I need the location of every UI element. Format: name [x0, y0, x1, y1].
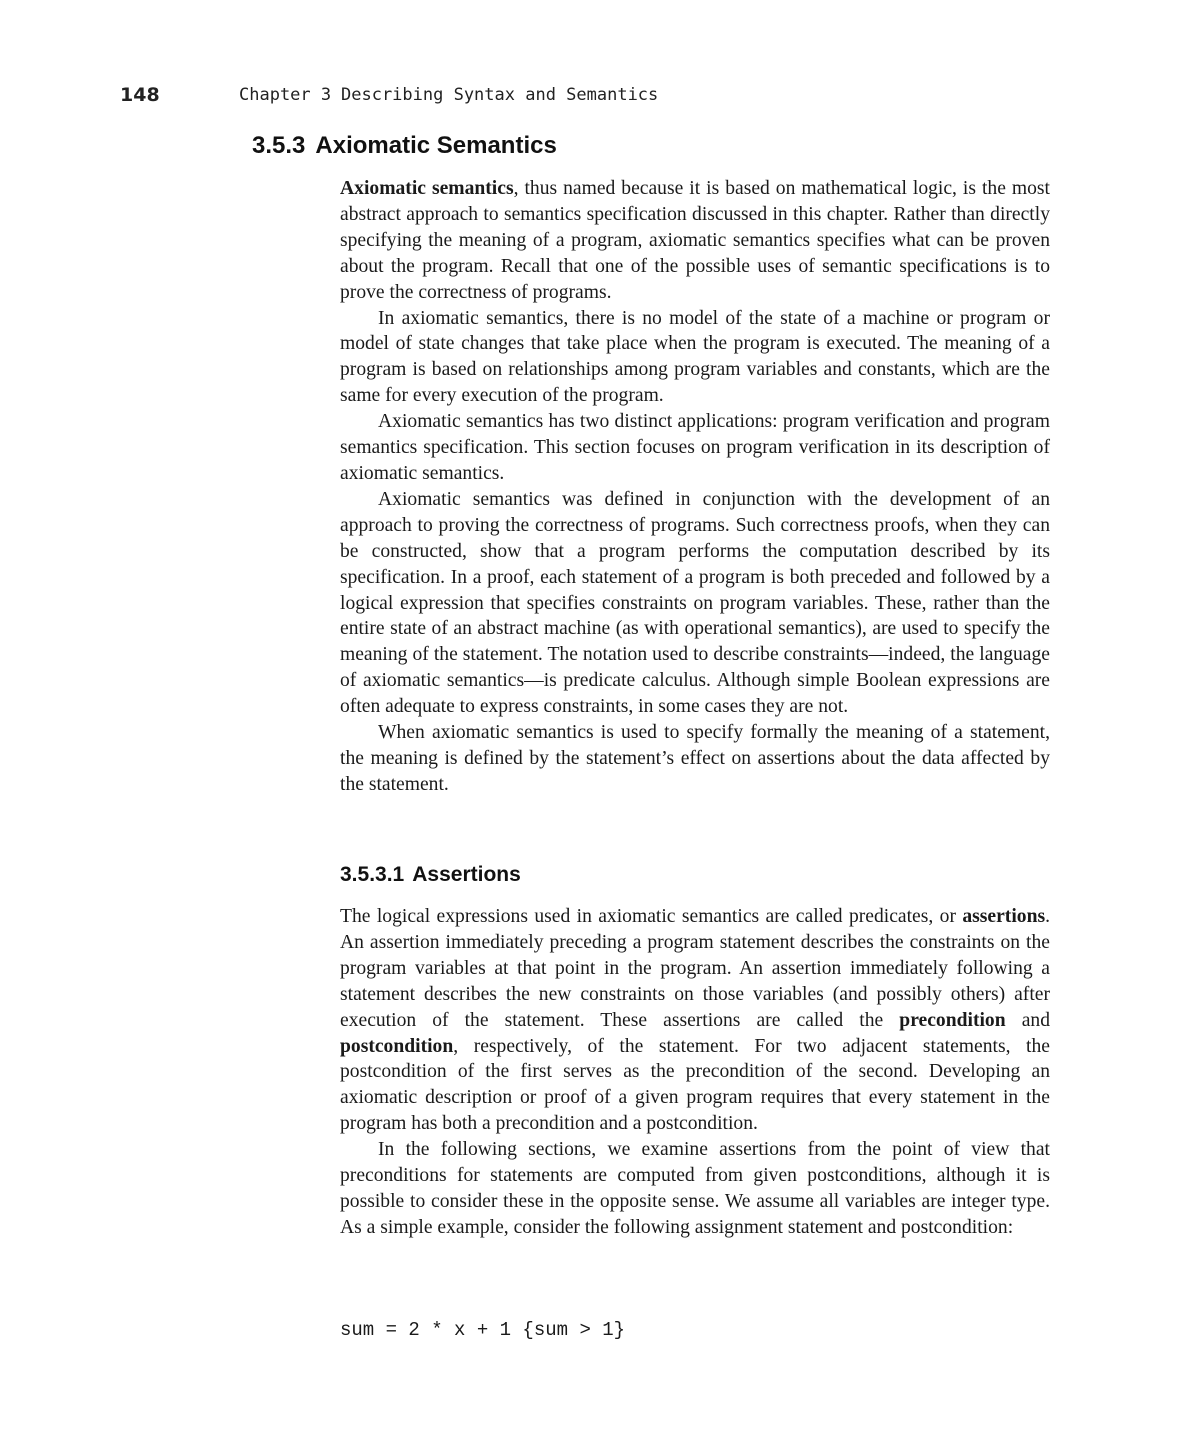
chapter-label: Chapter 3: [239, 85, 332, 105]
bold-term: assertions: [962, 906, 1046, 927]
chapter-title: Describing Syntax and Semantics: [341, 85, 659, 105]
bold-term: precondition: [899, 1009, 1006, 1031]
subsection-body: [340, 904, 1050, 1241]
paragraph: The logical expressions used in axiomatic semantics are called predicates, or assertions. An assertion immediately preceding a program statement describes the constraints on the program variables at that point in the program. An assertion immediately following a statement describes the new constraints on those variables (and possibly others) after execution of the statement. These assertions are called the precondition and postcondition, respectively, of the statement. For two adjacent statements, the postcondition of the first serves as the precondition of the second. Developing an axiomatic description or proof of a given program requires that every statement in the program has both a precondition and a postcondition.: [340, 906, 1050, 1135]
paragraph: In the following sections, we examine assertions from the point of view that preconditions for statements are computed from given postconditions, although it is possible to consider these in the opposite sense. We assume all variables are integer type. As a simple example, consider the following assignment statement and postcondition:: [340, 1139, 1050, 1238]
paragraph: Axiomatic semantics was defined in conjunction with the development of an approach to proving the correctness of programs. Such correctness proofs, when they can be constructed, show that a program performs the computation described by its specification. In a proof, each statement of a program is both preceded and followed by a logical expression that specifies constraints on program variables. These, rather than the entire state of an abstract machine (as with operational semantics), are used to specify the meaning of the statement. The notation used to describe constraints—indeed, the language of axiomatic semantics—is predicate calculus. Although simple Boolean expressions are often adequate to express constraints, in some cases they are not.: [340, 488, 1050, 718]
subsection-title: Assertions: [412, 863, 521, 886]
section-heading: [252, 132, 557, 160]
section-title: Axiomatic Semantics: [315, 132, 557, 159]
section-number: 3.5.3: [252, 132, 306, 159]
code-example: sum = 2 * x + 1 {sum > 1}: [340, 1319, 626, 1341]
paragraph: In axiomatic semantics, there is no model of the state of a machine or program or model of state changes that take place when the program is executed. The meaning of a program is based on relationships among program variables and constants, which are the same for every execution of the program.: [340, 307, 1050, 407]
paragraph: Axiomatic semantics, thus named because it is based on mathematical logic, is the most abstract approach to semantics specification discussed in this chapter. Rather than directly specifying the meaning of a program, axiomatic semantics specifies what can be proven about the program. Recall that one of the possible uses of semantic specifications is to prove the correctness of programs.: [340, 178, 1050, 303]
bold-term: Axiomatic semantics: [340, 178, 514, 199]
section-body: [340, 176, 1050, 798]
paragraph: Axiomatic semantics has two distinct applications: program verification and program semantics specification. This section focuses on program verification in its description of axiomatic semantics.: [340, 411, 1050, 484]
bold-term: postcondition: [340, 1035, 454, 1057]
page-number: 148: [120, 84, 160, 106]
paragraph: When axiomatic semantics is used to specify formally the meaning of a statement, the meaning is defined by the statement’s effect on assertions about the data affected by the statement.: [340, 722, 1050, 795]
subsection-heading: [340, 863, 521, 887]
subsection-number: 3.5.3.1: [340, 863, 405, 886]
